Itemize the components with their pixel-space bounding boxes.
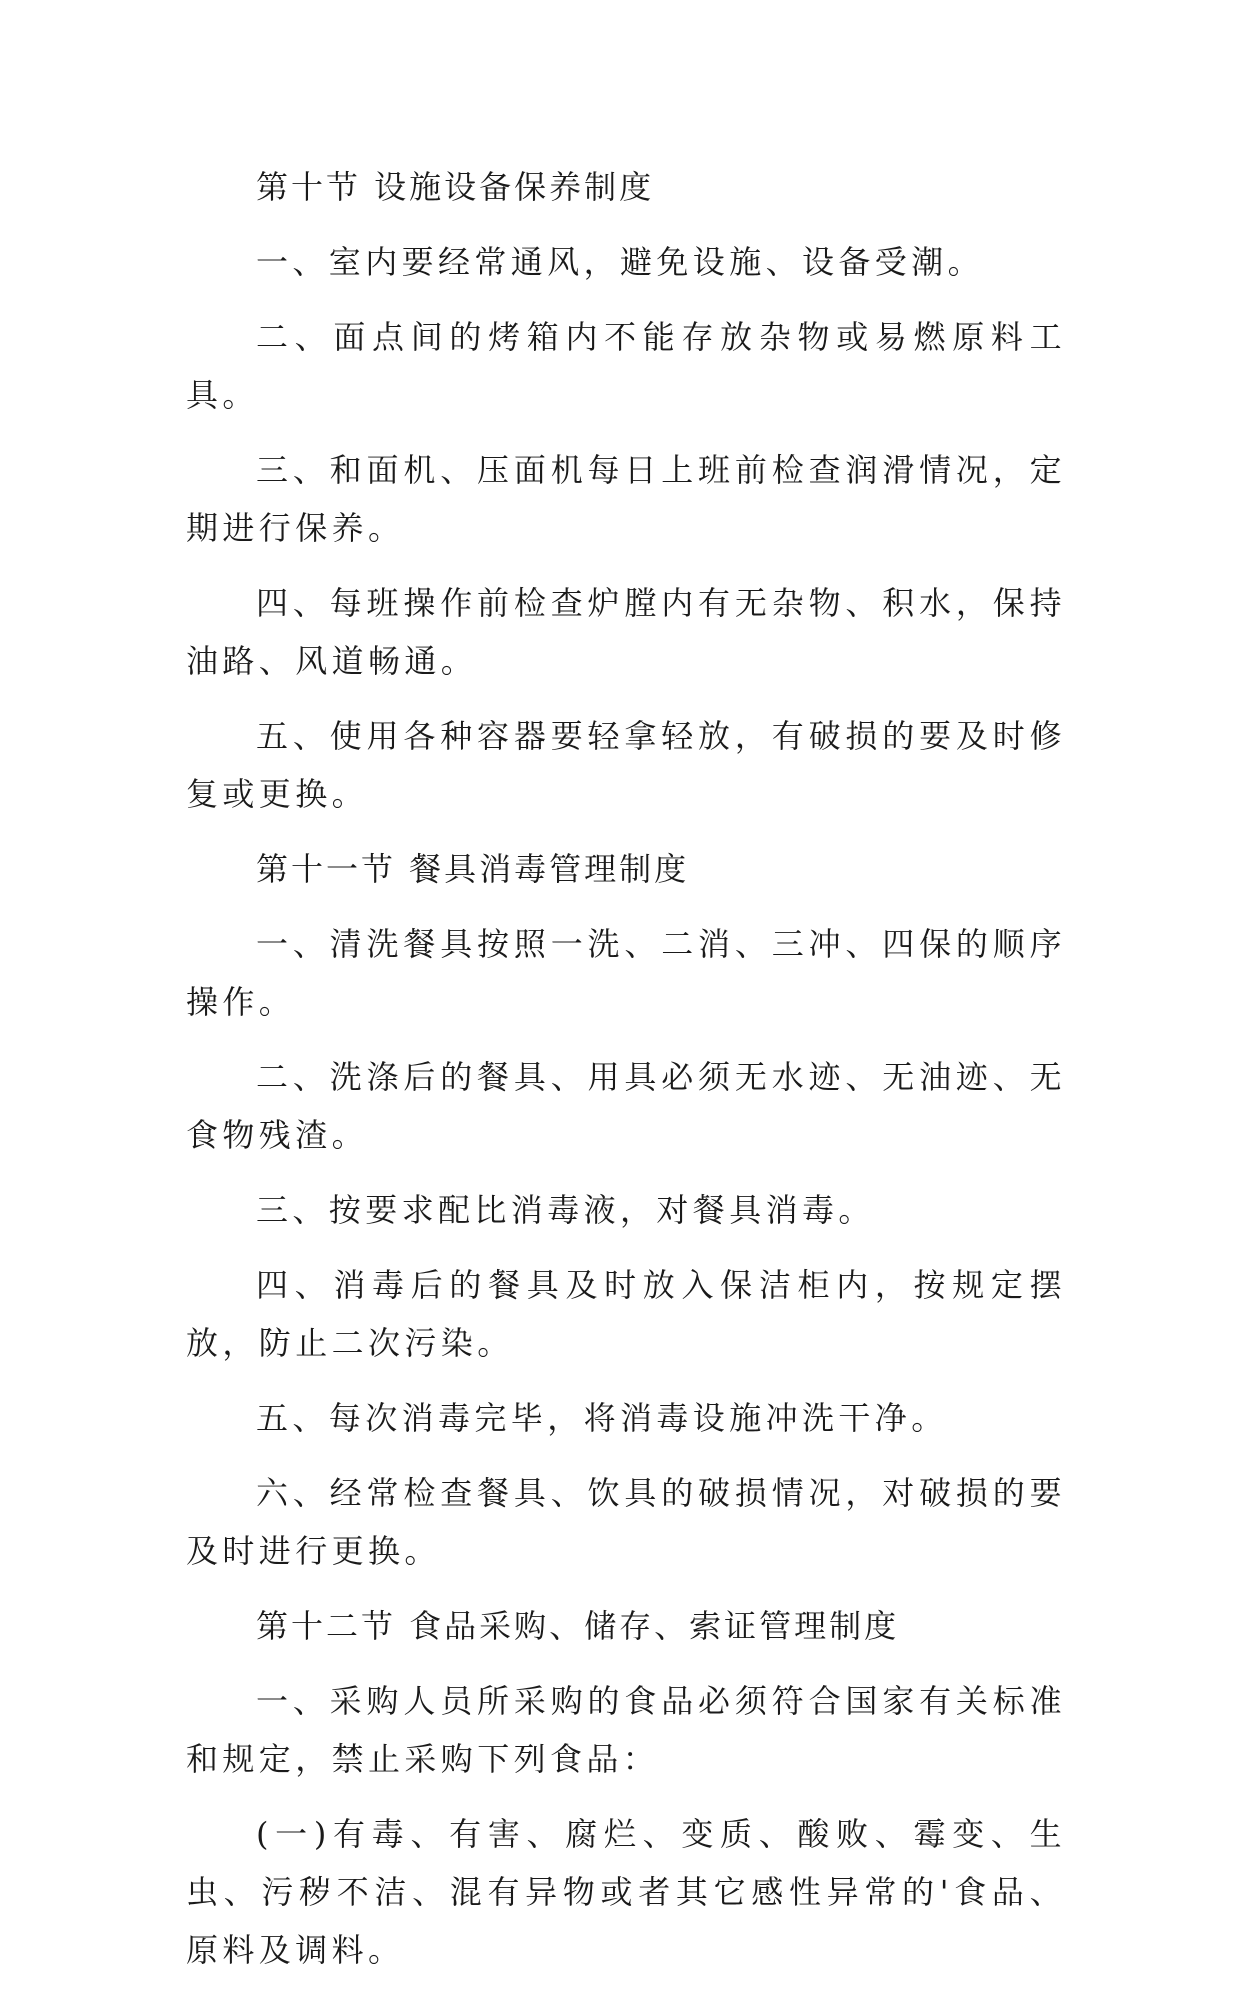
section-10-item-1: 一、室内要经常通风，避免设施、设备受潮。 xyxy=(256,243,985,281)
section-10-heading: 第十节 设施设备保养制度 xyxy=(256,168,655,206)
section-11-item-3: 三、按要求配比消毒液，对餐具消毒。 xyxy=(256,1191,875,1229)
section-10-item-5: 五、使用各种容器要轻拿轻放，有破损的要及时修复或更换。 xyxy=(186,717,1066,813)
section-10-item-4: 四、每班操作前检查炉膛内有无杂物、积水，保持油路、风道畅通。 xyxy=(186,584,1066,680)
section-11-heading: 第十一节 餐具消毒管理制度 xyxy=(256,850,690,888)
section-11-item-6: 六、经常检查餐具、饮具的破损情况，对破损的要及时进行更换。 xyxy=(186,1474,1066,1570)
document-body xyxy=(186,158,1066,1996)
section-12-item-1-sub-1: (一)有毒、有害、腐烂、变质、酸败、霉变、生虫、污秽不洁、混有异物或者其它感性异常的'食品、原料及调料。 xyxy=(186,1815,1066,1969)
section-11-item-2: 二、洗涤后的餐具、用具必须无水迹、无油迹、无食物残渣。 xyxy=(186,1058,1066,1154)
section-11-item-1: 一、清洗餐具按照一洗、二消、三冲、四保的顺序操作。 xyxy=(186,925,1066,1021)
section-10-item-3: 三、和面机、压面机每日上班前检查润滑情况，定期进行保养。 xyxy=(186,451,1066,547)
section-10-item-2: 二、面点间的烤箱内不能存放杂物或易燃原料工具。 xyxy=(186,318,1066,414)
section-12-heading: 第十二节 食品采购、储存、索证管理制度 xyxy=(256,1607,900,1645)
section-11-item-4: 四、消毒后的餐具及时放入保洁柜内，按规定摆放，防止二次污染。 xyxy=(186,1266,1066,1362)
section-12-item-1: 一、采购人员所采购的食品必须符合国家有关标准和规定，禁止采购下列食品： xyxy=(186,1682,1066,1778)
section-11-item-5: 五、每次消毒完毕，将消毒设施冲洗干净。 xyxy=(256,1399,948,1437)
